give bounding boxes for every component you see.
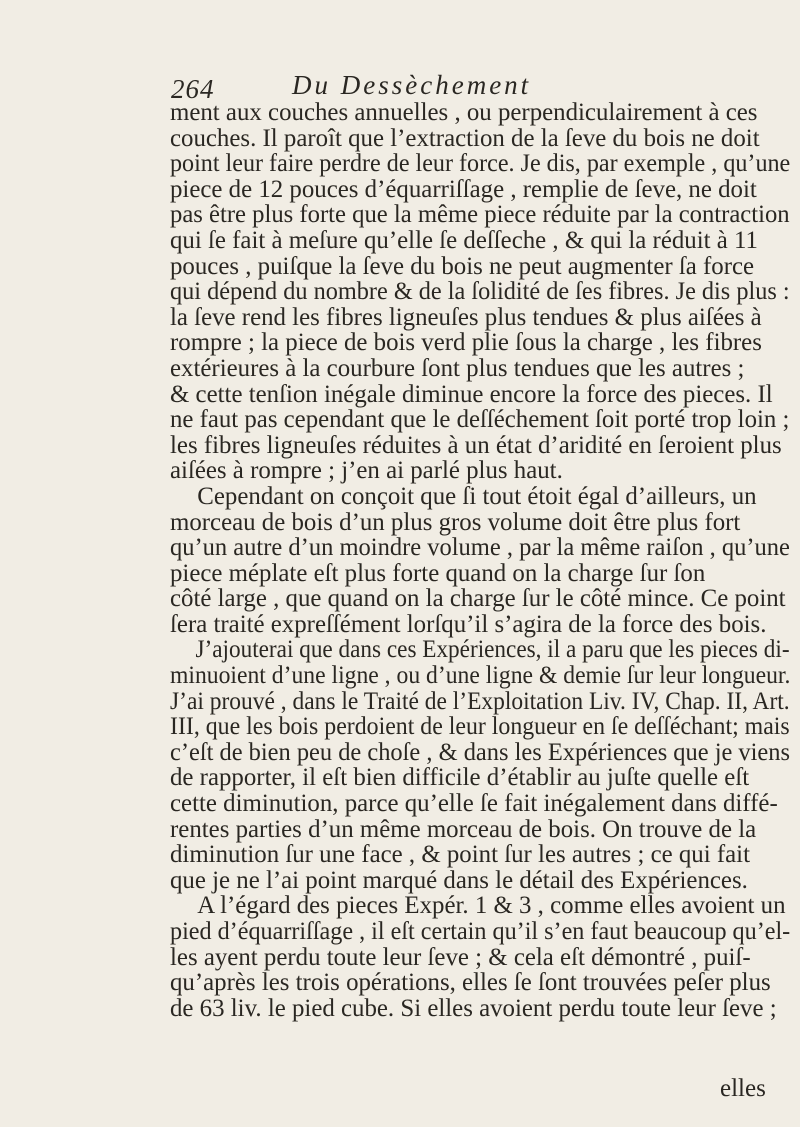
text-line: côté large , que quand on la charge ſur le côté mince. Ce point: [170, 583, 786, 613]
text-line: rentes parties d’un même morceau de bois. On trouve de la: [170, 813, 757, 843]
text-line: pouces , puiſque la ſeve du bois ne peut augmenter ſa force: [170, 250, 755, 280]
text-line: cette diminution, parce qu’elle ſe fait inégalement dans diffé-: [170, 788, 778, 818]
running-head: Du Dessèchement: [292, 70, 532, 100]
text-line: ſera traité expreſſément lorſqu’il s’agira de la force des bois.: [170, 608, 767, 638]
text-line: aiſées à rompre ; j’en ai parlé plus haut.: [170, 455, 563, 485]
text-line: rompre ; la piece de bois verd plie ſous la charge , les fibres: [170, 327, 762, 357]
text-line: morceau de bois d’un plus gros volume doit être plus fort: [170, 506, 741, 536]
catchword: elles: [720, 1075, 766, 1102]
text-line: la ſeve rend les fibres ligneuſes plus tendues & plus aiſées à: [170, 301, 762, 331]
text-line: qui dépend du nombre & de la ſolidité de ſes fibres. Je dis plus :: [170, 276, 790, 306]
text-line: minuoient d’une ligne , ou d’une ligne & demie ſur leur longueur.: [170, 660, 791, 690]
text-line: piece méplate eſt plus forte quand on la charge ſur ſon: [170, 557, 706, 587]
text-line: que je ne l’ai point marqué dans le détail des Expériences.: [170, 864, 748, 894]
text-line: c’eſt de bien peu de choſe , & dans les Expériences que je viens: [170, 736, 791, 766]
body-text: [170, 99, 800, 1020]
text-line: ment aux couches annuelles , ou perpendiculairement à ces: [170, 97, 758, 126]
text-line: point leur faire perdre de leur force. Je dis, par exemple , qu’une: [170, 148, 791, 178]
text-line: & cette tenſion inégale diminue encore la force des pieces. Il: [170, 378, 773, 408]
text-line: ne faut pas cependant que le deſſéchement ſoit porté trop loin ;: [170, 404, 790, 434]
text-line: diminution ſur une face , & point ſur les autres ; ce qui fait: [170, 839, 750, 869]
text-line: J’ajouterai que dans ces Expériences, il a paru que les pieces di-: [195, 634, 790, 664]
text-line: qu’un autre d’un moindre volume , par la même raiſon , qu’une: [170, 532, 790, 562]
text-line: de 63 liv. le pied cube. Si elles avoient perdu toute leur ſeve ;: [170, 992, 777, 1022]
text-line: extérieures à la courbure ſont plus tendues que les autres ;: [170, 352, 745, 382]
text-line: piece de 12 pouces d’équarriſſage , remplie de ſeve, ne doit: [170, 173, 757, 203]
page-number: 264: [171, 74, 215, 104]
text-line: de rapporter, il eſt bien difficile d’établir au juſte quelle eſt: [170, 762, 750, 792]
text-line: pied d’équarriſſage , il eſt certain qu’il s’en faut beaucoup qu’el-: [170, 916, 791, 945]
text-line: pas être plus forte que la même piece réduite par la contraction: [170, 199, 790, 229]
text-line: qu’après les trois opérations, elles ſe ſont trouvées peſer plus: [170, 967, 771, 997]
text-line: A l’égard des pieces Expér. 1 & 3 , comme elles avoient un: [197, 890, 786, 920]
text-line: les ayent perdu toute leur ſeve ; & cela eſt démontré , puiſ-: [170, 941, 751, 971]
text-line: III, que les bois perdoient de leur longueur en ſe deſſéchant; mais: [170, 711, 790, 741]
text-line: qui ſe fait à meſure qu’elle ſe deſſeche , & qui la réduit à 11: [170, 224, 758, 254]
text-line: Cependant on conçoit que ſi tout étoit égal d’ailleurs, un: [197, 480, 757, 510]
text-line: couches. Il paroît que l’extraction de la ſeve du bois ne doit: [170, 122, 760, 152]
text-line: les fibres ligneuſes réduites à un état d’aridité en ſeroient plus: [170, 429, 782, 459]
text-line: J’ai prouvé , dans le Traité de l’Exploitation Liv. IV, Chap. II, Art.: [170, 685, 790, 715]
